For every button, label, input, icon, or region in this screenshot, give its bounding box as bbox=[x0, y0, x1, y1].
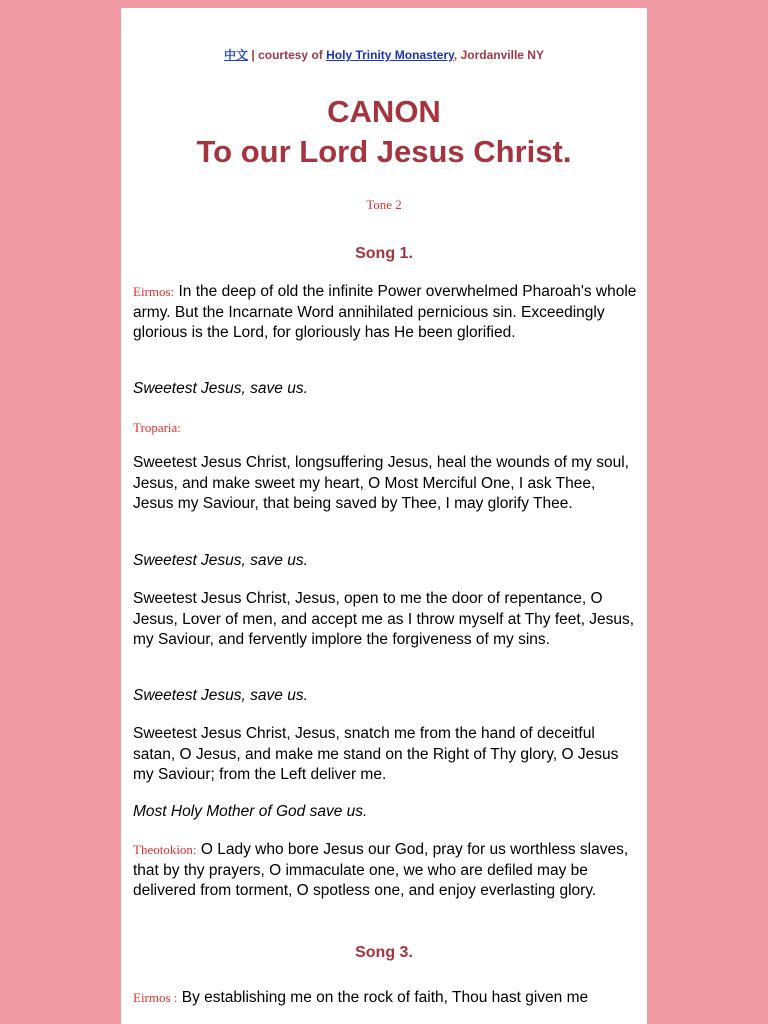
troparion-3: Sweetest Jesus Christ, Jesus, snatch me from the hand of deceitful satan, O Jesus, and make me stand on the Right of Thy glory, O Jesus my Saviour; from the Left deliver me. bbox=[133, 725, 619, 783]
eirmos-song-1 bbox=[133, 282, 638, 344]
refrain: Sweetest Jesus, save us. bbox=[133, 380, 308, 397]
credit-line bbox=[121, 46, 647, 63]
page-title bbox=[121, 92, 647, 172]
troparia-label-row bbox=[133, 418, 638, 439]
refrain: Sweetest Jesus, save us. bbox=[133, 552, 308, 569]
eirmos-text: In the deep of old the infinite Power overwhelmed Pharoah's whole army. But the Incarnate Word annihilated pernicious sin. Exceedingly glorious is the Lord, for gloriously has He been glorified. bbox=[133, 283, 637, 341]
eirmos-label: Eirmos: bbox=[133, 284, 175, 299]
troparion-1: Sweetest Jesus Christ, longsuffering Jesus, heal the wounds of my soul, Jesus, and make sweet my heart, O Most Merciful One, I ask Thee, Jesus my Saviour, that being saved by Thee, I may glorify Thee. bbox=[133, 454, 629, 512]
theotokion bbox=[133, 840, 638, 902]
eirmos-text: By establishing me on the rock of faith, Thou hast given me bbox=[181, 989, 589, 1006]
eirmos-label: Eirmos : bbox=[133, 990, 178, 1005]
title-line-1: CANON bbox=[327, 94, 441, 129]
theotokion-label: Theotokion: bbox=[133, 842, 197, 857]
chinese-language-link[interactable]: 中文 bbox=[224, 48, 249, 62]
credit-location: , Jordanville NY bbox=[453, 48, 544, 62]
title-line-2: To our Lord Jesus Christ. bbox=[196, 134, 572, 169]
troparia-label: Troparia: bbox=[133, 420, 181, 435]
song-1-heading: Song 1. bbox=[355, 245, 413, 262]
song-3-heading: Song 3. bbox=[355, 944, 413, 961]
tone-label: Tone 2 bbox=[366, 197, 402, 212]
refrain: Sweetest Jesus, save us. bbox=[133, 687, 308, 704]
page-content bbox=[121, 8, 647, 1024]
theotokion-text: O Lady who bore Jesus our God, pray for us worthless slaves, that by thy prayers, O immaculate one, we who are defiled may be delivered from torment, O spotless one, and enjoy everlasting glory. bbox=[133, 841, 629, 899]
troparion-2: Sweetest Jesus Christ, Jesus, open to me the door of repentance, O Jesus, Lover of men, and accept me as I throw myself at Thy feet, Jesus, my Saviour, and fervently implore the forgiveness of my sins. bbox=[133, 590, 635, 648]
theotokos-refrain: Most Holy Mother of God save us. bbox=[133, 803, 368, 820]
credit-separator: | courtesy of bbox=[248, 48, 327, 62]
monastery-link[interactable]: Holy Trinity Monastery bbox=[326, 48, 454, 62]
eirmos-song-3 bbox=[133, 988, 638, 1009]
